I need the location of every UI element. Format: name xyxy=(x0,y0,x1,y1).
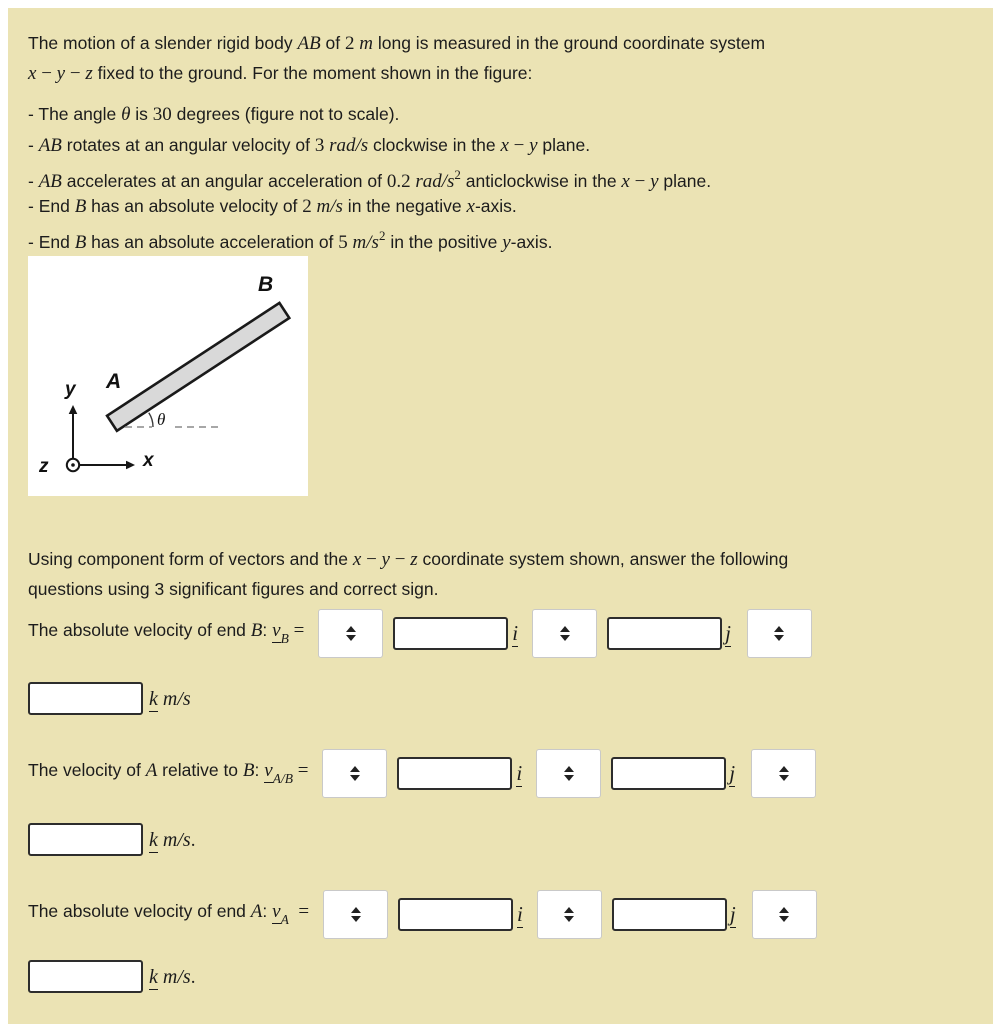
k-unit-label: k m/s. xyxy=(149,828,196,851)
k-unit-label: k m/s xyxy=(149,687,191,710)
updown-arrows-icon xyxy=(779,766,789,781)
y-axis-arrowhead-icon xyxy=(69,405,78,414)
problem-statement-line: The motion of a slender rigid body AB of 2 m long is measured in the ground coordinate system xyxy=(28,33,766,54)
vB-j-input[interactable] xyxy=(607,617,722,650)
angle-arc xyxy=(149,412,153,426)
question-card xyxy=(8,8,993,1024)
label-B: B xyxy=(258,272,274,296)
rigid-body-figure xyxy=(28,256,308,496)
vA-j-sign-select[interactable] xyxy=(537,890,602,939)
vB-i-sign-select[interactable] xyxy=(318,609,383,658)
vA-j-input[interactable] xyxy=(612,898,727,931)
updown-arrows-icon xyxy=(346,626,356,641)
given-condition-item: - AB accelerates at an angular acceleration of 0.2 rad/$s^2$ anticlockwise in the x − y plane. xyxy=(28,167,712,192)
label-x-axis: x xyxy=(143,449,154,471)
answer-instructions xyxy=(28,544,969,604)
answer-row-vA-k xyxy=(28,960,969,996)
vA-k-sign-select[interactable] xyxy=(752,890,817,939)
answer-row-vB-k xyxy=(28,682,969,718)
answer-row-vB xyxy=(28,609,969,659)
i-unit-vector-label: i xyxy=(512,621,519,645)
vA-k-input[interactable] xyxy=(28,960,143,993)
given-condition-item: - End B has an absolute acceleration of 5 $m/s^2$ in the positive y-axis. xyxy=(28,228,553,253)
question-label-vB: The absolute velocity of end B: $v_B$ = xyxy=(28,620,305,646)
given-condition-item: - AB rotates at an angular velocity of 3 rad/s clockwise in the x − y plane. xyxy=(28,134,591,156)
given-condition-item: - End B has an absolute velocity of 2 m/s in the negative x-axis. xyxy=(28,195,517,217)
given-conditions-list xyxy=(28,99,969,252)
updown-arrows-icon xyxy=(774,626,784,641)
updown-arrows-icon xyxy=(350,766,360,781)
label-z-axis: z xyxy=(39,455,49,477)
z-axis-dot xyxy=(71,463,75,467)
question-label-vAB: The velocity of A relative to B: $v_{A/B}$ = xyxy=(28,760,309,786)
vAB-i-sign-select[interactable] xyxy=(322,749,387,798)
j-unit-vector-label: j xyxy=(725,621,731,645)
vB-j-sign-select[interactable] xyxy=(532,609,597,658)
vB-i-input[interactable] xyxy=(393,617,508,650)
vA-i-input[interactable] xyxy=(398,898,513,931)
vAB-k-sign-select[interactable] xyxy=(751,749,816,798)
k-unit-label: k m/s. xyxy=(149,965,196,988)
j-unit-vector-label: j xyxy=(729,761,736,785)
vAB-j-input[interactable] xyxy=(611,757,726,790)
i-unit-vector-label: i xyxy=(516,761,523,785)
i-unit-vector-label: i xyxy=(517,902,523,926)
problem-statement xyxy=(28,28,969,88)
x-axis-arrowhead-icon xyxy=(126,460,135,469)
question-label-vA: The absolute velocity of end A: $v_A$ = xyxy=(28,901,310,927)
updown-arrows-icon xyxy=(564,766,574,781)
updown-arrows-icon xyxy=(779,907,789,922)
answer-row-vAB xyxy=(28,749,969,799)
updown-arrows-icon xyxy=(351,907,361,922)
answer-instructions-line: Using component form of vectors and the x − y − z coordinate system shown, answer the following xyxy=(28,548,789,570)
vAB-j-sign-select[interactable] xyxy=(536,749,601,798)
answer-instructions-line: questions using 3 significant figures and correct sign. xyxy=(28,578,439,599)
label-theta: θ xyxy=(157,409,166,429)
label-y-axis: y xyxy=(65,378,76,400)
rod-AB xyxy=(107,302,289,430)
given-condition-item: - The angle θ is 30 degrees (figure not to scale). xyxy=(28,104,400,125)
vAB-i-input[interactable] xyxy=(397,757,512,790)
answer-row-vAB-k xyxy=(28,823,969,859)
updown-arrows-icon xyxy=(564,907,574,922)
label-A: A xyxy=(106,369,122,393)
updown-arrows-icon xyxy=(560,626,570,641)
j-unit-vector-label: j xyxy=(729,902,736,926)
answer-row-vA xyxy=(28,890,969,940)
problem-statement-line: x − y − z fixed to the ground. For the moment shown in the figure: xyxy=(28,63,533,84)
figure-panel xyxy=(28,256,308,496)
vB-k-input[interactable] xyxy=(28,682,143,715)
vAB-k-input[interactable] xyxy=(28,823,143,856)
vA-i-sign-select[interactable] xyxy=(323,890,388,939)
vB-k-sign-select[interactable] xyxy=(747,609,812,658)
